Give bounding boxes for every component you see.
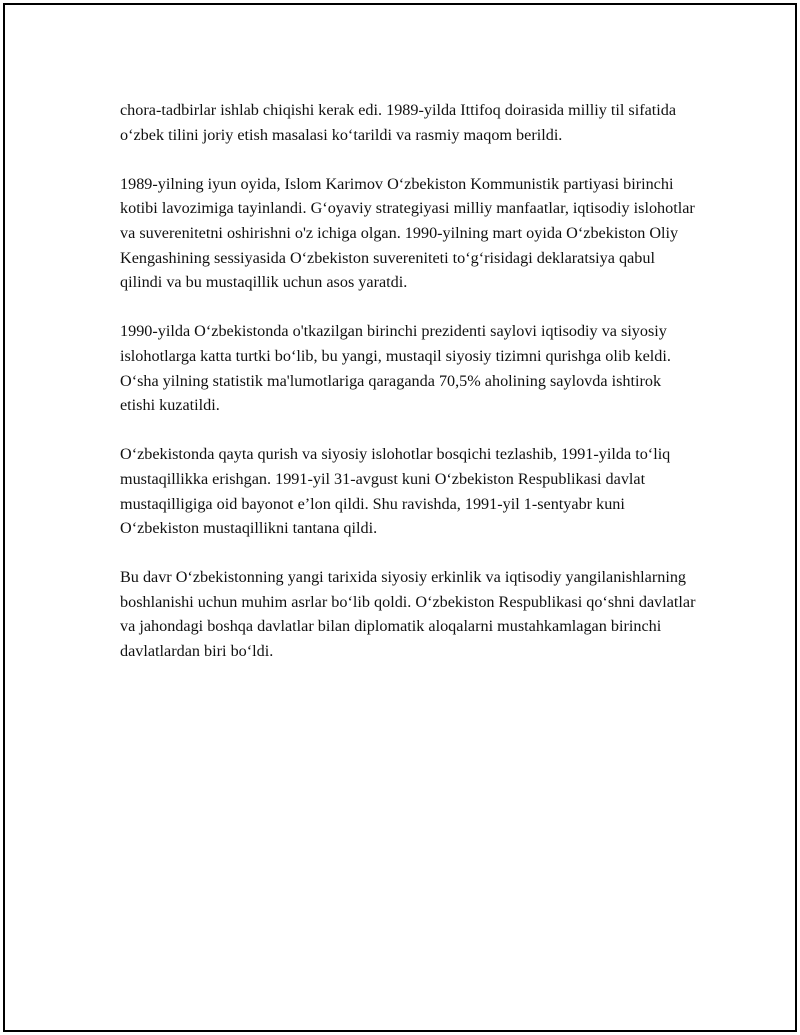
document-body bbox=[120, 98, 700, 688]
paragraph: O‘zbekistonda qayta qurish va siyosiy islohotlar bosqichi tezlashib, 1991-yilda to‘liq mustaqillikka erishgan. 1991-yil 31-avgust kuni O‘zbekiston Respublikasi davlat mustaqilligiga oid bayonot e’lon qildi. Shu ravishda, 1991-yil 1-sentyabr kuni O‘zbekiston mustaqillikni tantana qildi. bbox=[120, 445, 671, 538]
paragraph: Bu davr O‘zbekistonning yangi tarixida siyosiy erkinlik va iqtisodiy yangilanishlarning boshlanishi uchun muhim asrlar bo‘lib qoldi. O‘zbekiston Respublikasi qo‘shni davlatlar va jahondagi boshqa davlatlar bilan diplomatik aloqalarni mustahkamlagan birinchi davlatlardan biri bo‘ldi. bbox=[120, 568, 696, 661]
paragraph: 1989-yilning iyun oyida, Islom Karimov O‘zbekiston Kommunistik partiyasi birinchi kotibi lavozimiga tayinlandi. G‘oyaviy strategiyasi milliy manfaatlar, iqtisodiy islohotlar va suverenitetni oshirishni o'z ichiga olgan. 1990-yilning mart oyida O‘zbekiston Oliy Kengashining sessiyasida O‘zbekiston suvereniteti to‘g‘risidagi deklaratsiya qabul qilindi va bu mustaqillik uchun asos yaratdi. bbox=[120, 174, 695, 292]
paragraph: 1990-yilda O‘zbekistonda o'tkazilgan birinchi prezidenti saylovi iqtisodiy va siyosiy islohotlarga katta turtki bo‘lib, bu yangi, mustaqil siyosiy tizimni qurishga olib keldi. O‘sha yilning statistik ma'lumotlariga qaraganda 70,5% aholining saylovda ishtirok etishi kuzatildi. bbox=[120, 322, 671, 415]
document-page bbox=[3, 3, 797, 1032]
paragraph: chora-tadbirlar ishlab chiqishi kerak edi. 1989-yilda Ittifoq doirasida milliy til sifatida o‘zbek tilini joriy etish masalasi ko‘tarildi va rasmiy maqom berildi. bbox=[120, 101, 677, 144]
